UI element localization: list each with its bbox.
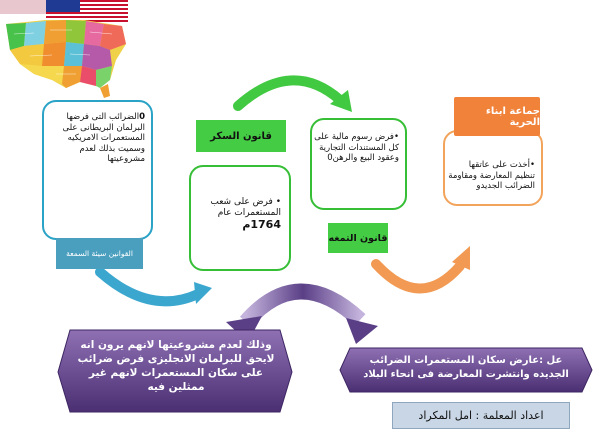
green-arrow [238,80,340,106]
sugar-act-desc: فرض على شعب المستعمرات عام [210,197,281,218]
definition-text: الضرائب التى فرضها البرلمان البريطانى على المستعمرات الامريكيه وسميت بذلك لعدم مشروعيتها [62,112,145,164]
result-text [352,354,580,382]
bullet: 0 [139,112,145,122]
orange-arrow [376,264,460,289]
sugar-act-label-text: قانون السكر [210,130,272,142]
tea-act-text [313,132,399,164]
usa-map-image [0,0,128,98]
sugar-act-text [193,197,281,232]
sons-of-liberty-box [443,130,543,206]
result-text-content: عل :عارض سكان المستعمرات الضرائب الجديده وانتشرت المعارضة فى انحاء البلاد [363,355,569,380]
stamp-definition-text [45,112,145,165]
stamp-act-label [328,223,388,253]
sons-of-liberty-label-text: جماعة ابناء الحرية [485,105,540,128]
bullet: • [529,160,535,170]
author-box [392,402,570,429]
author-text: اعداد المعلمة : امل المكراد [418,409,544,422]
blue-arrow-head [194,282,212,304]
reason-text [74,338,278,394]
intolerable-acts-label [56,238,143,269]
tea-act-box [310,118,407,210]
bullet: • [275,197,281,207]
sugar-act-box [189,165,291,271]
stamp-definition-box [42,100,153,240]
sons-of-liberty-text [447,160,535,192]
bullet: • [393,132,399,142]
intolerable-acts-label-text: القوانين سيئة السمعة [66,249,133,258]
sugar-act-year: 1764م [242,218,281,231]
tea-act-suffix: 0 [327,153,333,163]
stamp-act-label-text: قانون التمغه [328,232,388,244]
reason-text-content: وذلك لعدم مشروعيتها لانهم يرون انه لايحق للبرلمان الانجليزى فرض ضرائب على سكان المستعمرات لانهم غير ممثلين فيه [77,339,275,393]
sons-of-liberty-label [454,97,540,136]
blue-arrow [100,272,198,301]
sugar-act-label [196,120,286,152]
sons-desc: أخذت على عاتقها تنظيم المعارضة ومقاومة الضرائب الجديدو [448,160,535,191]
tea-act-desc: فرض رسوم مالية على كل المستندات التجارية وعقود البيع والرهن [314,132,399,163]
purple-arrow [246,291,360,322]
purple-arrow-head-right [346,318,378,344]
